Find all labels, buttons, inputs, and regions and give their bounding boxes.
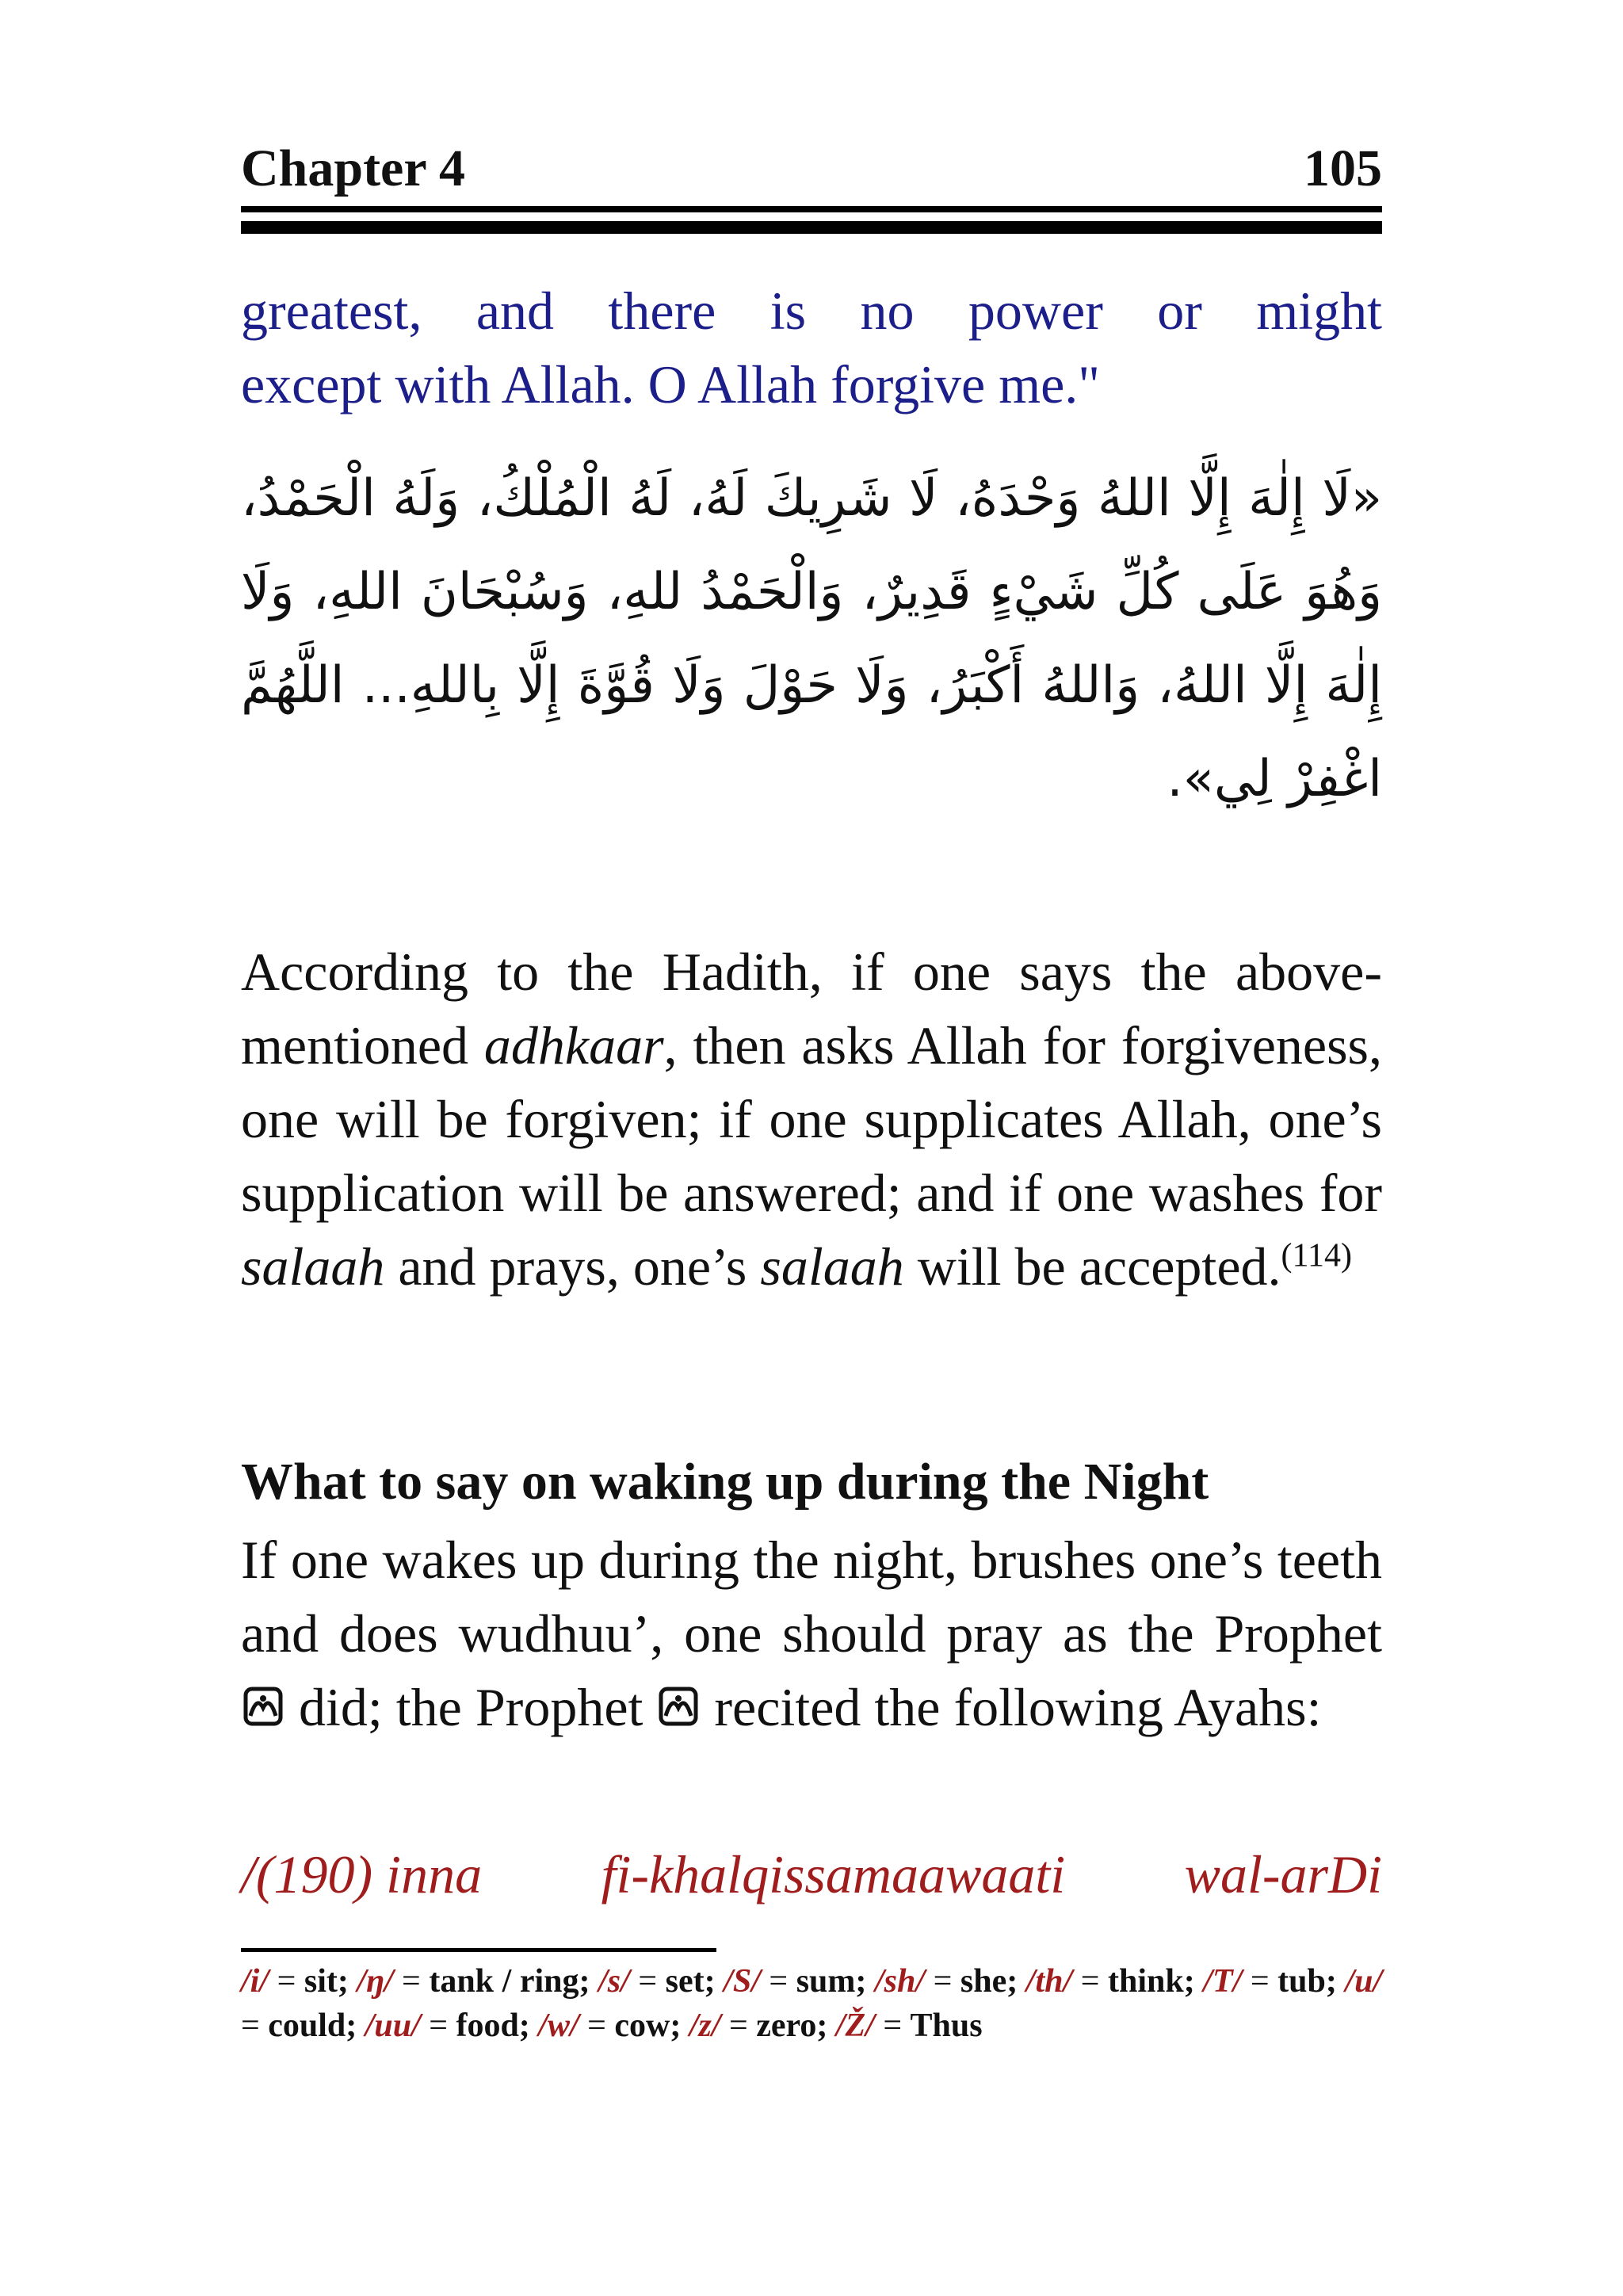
- pbuh-calligraphy-icon: [241, 1684, 285, 1729]
- term-salaah-2: salaah: [760, 1236, 904, 1297]
- translit-part-2: fi-khalqissamaawaati: [601, 1844, 1066, 1904]
- hadith-text-4: will be accepted.: [903, 1236, 1281, 1297]
- hadith-text-3: and prays, one’s: [384, 1236, 761, 1297]
- footnote-symbol: /ŋ/: [357, 1963, 394, 2000]
- footnote-symbol: /T/: [1203, 1963, 1243, 2000]
- footnote-equals: =: [393, 1963, 430, 2000]
- footnote-equals: =: [1242, 1963, 1278, 2000]
- footnote-equals: =: [720, 2008, 757, 2044]
- footnote-example: zero;: [756, 2008, 828, 2044]
- night-text-2: did; the Prophet: [285, 1677, 657, 1737]
- footnote-symbol: /i/: [241, 1963, 269, 2000]
- footnote-symbol: /Ž/: [835, 2008, 875, 2044]
- footnote-equals: =: [1072, 1963, 1108, 2000]
- footnote-equals: =: [241, 2008, 269, 2044]
- chapter-title: Chapter 4: [241, 139, 465, 197]
- footnote-example: cow;: [614, 2008, 682, 2044]
- term-adhkaar: adhkaar: [483, 1015, 664, 1075]
- footnote-symbol: /S/: [724, 1963, 761, 2000]
- footnote-example: food;: [456, 2008, 530, 2044]
- hadith-text-2: , then asks Allah for forgiveness, one will be forgiven; if one supplicates Allah, one’s supplication will be answered; and if one washes for: [241, 1015, 1382, 1223]
- transliteration-line: [241, 1839, 1382, 1910]
- arabic-dhikr: «لَا إِلٰهَ إِلَّا اللهُ وَحْدَهُ، لَا شَرِيكَ لَهُ، لَهُ الْمُلْكُ، وَلَهُ الْحَمْدُ، وَهُوَ عَلَى كُلِّ شَيْءٍ قَدِيرٌ، وَالْحَمْدُ للهِ، وَسُبْحَانَ اللهِ، وَلَا إِلٰهَ إِلَّا اللهُ، وَاللهُ أَكْبَرُ، وَلَا حَوْلَ وَلَا قُوَّةَ إِلَّا بِاللهِ... اللَّهُمَّ اغْفِرْ لِي».: [241, 469, 1382, 808]
- footnote-equals: =: [629, 1963, 666, 2000]
- term-salaah: salaah: [241, 1236, 385, 1297]
- footnote-rule: [241, 1948, 716, 1952]
- translation-quote-end: [241, 274, 1382, 422]
- quote-line-2: except with Allah. O Allah forgive me.": [241, 354, 1101, 415]
- footnote-equals: =: [925, 1963, 960, 2000]
- footnote-equals: =: [760, 1963, 796, 2000]
- pronunciation-footnote: [241, 1959, 1382, 2048]
- translit-part-1: /(190) inna: [241, 1844, 483, 1904]
- footnote-symbol: /s/: [598, 1963, 630, 2000]
- footnote-symbol: /sh/: [874, 1963, 926, 2000]
- footnote-example: tank / ring;: [429, 1963, 590, 2000]
- footnote-example: Thus: [910, 2008, 983, 2044]
- footnote-example: sit;: [304, 1963, 349, 2000]
- footnote-equals: =: [579, 2008, 615, 2044]
- quote-line-1: greatest, and there is no power or might: [241, 281, 1382, 341]
- footnote-example: she;: [960, 1963, 1018, 2000]
- footnote-ref[interactable]: (114): [1281, 1237, 1352, 1274]
- footnote-equals: =: [874, 2008, 911, 2044]
- footnote-equals: =: [269, 1963, 304, 2000]
- header-rule-thin: [241, 206, 1382, 212]
- footnote-example: tub;: [1277, 1963, 1337, 2000]
- page-number: 105: [1304, 139, 1382, 197]
- footnote-symbol: /uu/: [365, 2008, 421, 2044]
- pbuh-calligraphy-icon: [656, 1684, 701, 1729]
- translit-part-3: wal-arDi: [1184, 1844, 1382, 1904]
- hadith-text-1: According to the Hadith, if one says the above-mentioned: [241, 942, 1382, 1075]
- footnote-symbol: /w/: [538, 2008, 579, 2044]
- footnote-example: sum;: [796, 1963, 867, 2000]
- footnote-symbol: /u/: [1345, 1963, 1383, 2000]
- footnote-example: set;: [665, 1963, 716, 2000]
- hadith-paragraph: [241, 935, 1382, 1304]
- footnote-symbol: /z/: [689, 2008, 721, 2044]
- footnote-symbol: /th/: [1025, 1963, 1073, 2000]
- night-text-1: If one wakes up during the night, brushes one’s teeth and does wudhuu’, one should pray as the Prophet: [241, 1530, 1382, 1664]
- night-paragraph: [241, 1523, 1382, 1744]
- night-text-3: recited the following Ayahs:: [701, 1677, 1322, 1737]
- footnote-equals: =: [420, 2008, 456, 2044]
- header-rule-thick: [241, 221, 1382, 234]
- section-heading: What to say on waking up during the Night: [241, 1453, 1209, 1511]
- footnote-example: could;: [268, 2008, 357, 2044]
- page-header: [241, 139, 1382, 197]
- footnote-example: think;: [1108, 1963, 1195, 2000]
